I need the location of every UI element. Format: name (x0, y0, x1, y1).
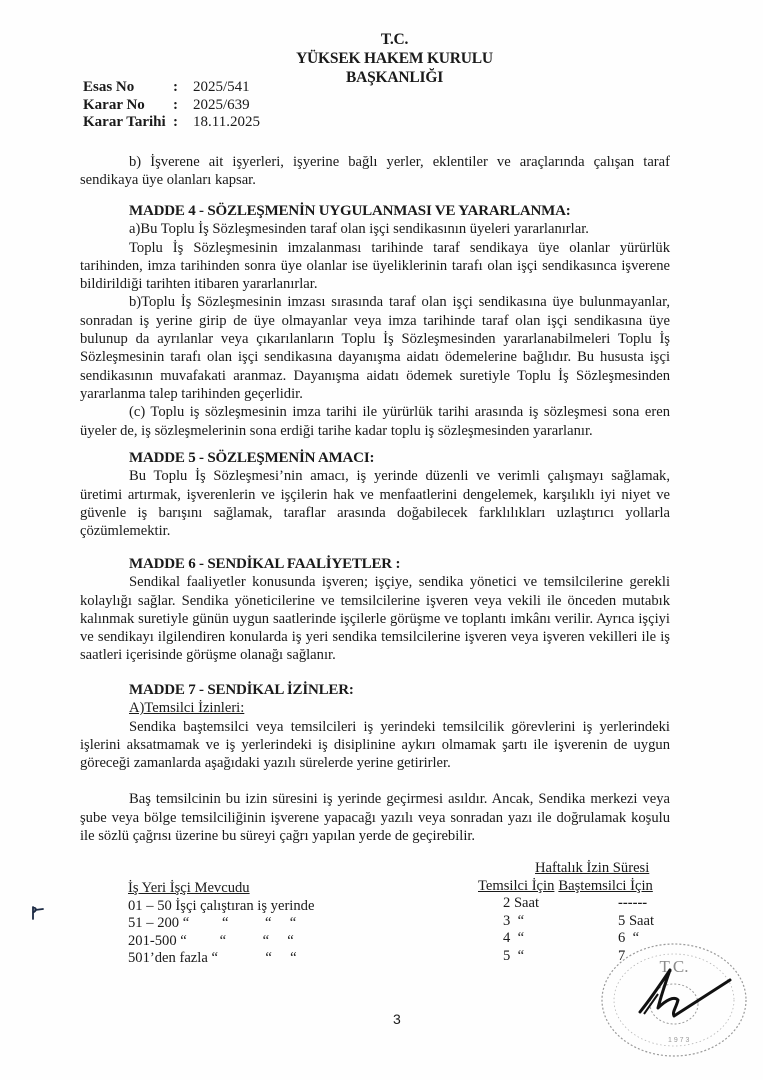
madde-7-heading: MADDE 7 - SENDİKAL İZİNLER: (129, 682, 354, 698)
intro-section (80, 153, 670, 190)
meta-colon: : (173, 96, 178, 113)
meta-value: 2025/639 (193, 96, 250, 113)
workplace-row: 51 – 200 “ “ “ “ (128, 915, 297, 931)
page-number: 3 (393, 1011, 401, 1027)
duration-column-headers (478, 878, 698, 896)
madde-4-paragraph-a: a)Bu Toplu İş Sözleşmesinden taraf olan işçi sendikasının üyeleri yararlanırlar. (129, 221, 589, 238)
workplace-row: 01 – 50 İşçi çalıştıran iş yerinde (128, 897, 315, 914)
temsilci-hours: 2 Saat (503, 895, 540, 911)
duration-row (478, 913, 698, 931)
svg-text:1 9 7 3: 1 9 7 3 (668, 1037, 690, 1044)
meta-row-karar-no (83, 97, 260, 115)
handwritten-margin-mark-icon (30, 905, 46, 926)
bastemsilci-hours: ------ (618, 895, 648, 911)
madde-5-section (80, 449, 670, 540)
meta-row-esas-no (83, 79, 260, 97)
bastemsilci-hours: 6 “ (618, 930, 640, 946)
workplace-row: 501’den fazla “ “ “ (128, 950, 297, 966)
madde-6-paragraph: Sendikal faaliyetler konusunda işveren; işçiye, sendika yönetici ve temsilcilerine gerekli kolaylığı sağlar. Sendika yöneticilerine ve temsilcilerine işveren veya vekili ile önceden mutabık kalınmak suretiyle günün uygun saatlerinde işçilerle görüşme ve toplantı imkânı verilir. Ayrıca işçiyi ve sendikayı ilgilendiren konularda iş yeri sendika temsilcilerine işveren veya işveren vekilleri ile iş saatleri içerisinde görüşme olanağı sağlanır. (80, 574, 670, 664)
case-metadata (83, 79, 260, 132)
workplace-header: İş Yeri İşçi Mevcudu (128, 880, 250, 896)
madde-5-paragraph: Bu Toplu İş Sözleşmesi’nin amacı, iş yerinde düzenli ve verimli çalışmayı sağlamak, üretimi artırmak, işverenlerin ve işçilerin hak ve menfaatlerini dengelemek, karşılıklı iyi niyet ve güvenle iş barışını sağlamak, taraflar arasında doğabilecek farklılıkları uzlaştırıcı yollarla çözümlemektir. (80, 468, 670, 540)
leave-table-workplace-column (128, 880, 314, 968)
header-institution: YÜKSEK HAKEM KURULU (296, 50, 493, 67)
temsilci-hours: 4 “ (503, 930, 525, 946)
madde-7-section (80, 681, 670, 845)
meta-label: Esas No (83, 79, 135, 95)
meta-value: 2025/541 (193, 79, 250, 95)
meta-value: 18.11.2025 (193, 114, 260, 130)
madde-4-paragraph-effective: Toplu İş Sözleşmesinin imzalanması tarihinde taraf sendikaya üye olanlar yürürlük tarihinden, imza tarihinden sonra üye olanlar ise üyeliklerinin tarafı olan işçi sendikasınca işverene bildirildiği tarihten itibaren yararlanırlar. (80, 239, 670, 293)
madde-7-paragraph-1: Sendika baştemsilci veya temsilcileri iş yerindeki temsilcilik görevlerini iş yerlerindeki işlerini aksatmamak ve iş yerlerindeki iş disiplinine aykırı olmamak şartı ile işverenin de uygun göreceği zamanlarda aşağıdaki yazılı sürelerde yerine getirirler. (80, 718, 670, 772)
weekly-leave-title: Haftalık İzin Süresi (535, 860, 650, 876)
workplace-row: 201-500 “ “ “ “ (128, 932, 294, 949)
madde-7-subheading (80, 699, 670, 717)
madde-4-paragraph-c: (c) Toplu iş sözleşmesinin imza tarihi ile yürürlük tarihi arasında iş sözleşmesi sona eren üyeler de, iş sözleşmelerinin sona erdiği tarihe kadar toplu iş sözleşmesinden yararlanır. (80, 404, 670, 439)
temsilci-hours: 5 “ (503, 947, 525, 964)
meta-colon: : (173, 114, 178, 130)
meta-label: Karar No (83, 96, 145, 113)
madde-4-heading: MADDE 4 - SÖZLEŞMENİN UYGULANMASI VE YARARLANMA: (129, 203, 571, 219)
temsilci-hours: 3 “ (503, 912, 525, 929)
header-presidency: BAŞKANLIĞI (345, 69, 444, 86)
col-bastemsilci-header: Baştemsilci İçin (558, 877, 653, 894)
madde-5-heading: MADDE 5 - SÖZLEŞMENİN AMACI: (129, 450, 375, 466)
col-temsilci-header: Temsilci İçin (478, 877, 555, 894)
meta-colon: : (173, 79, 178, 95)
temsilci-izinleri-label: A)Temsilci İzinleri: (129, 700, 245, 717)
duration-row (478, 895, 698, 913)
meta-row-karar-tarihi (83, 114, 260, 132)
official-stamp-icon (582, 942, 752, 1077)
svg-text:T.C.: T.C. (659, 957, 689, 976)
madde-7-paragraph-2: Baş temsilcinin bu izin süresini iş yerinde geçirmesi asıldır. Ancak, Sendika merkezi veya şube veya bölge temsilciliğinin işverene yapacağı yazılı veya sonradan yazı ile doğrulamak koşulu ile sözlü çağrısı üzerine bu süreyi çağrı yapılan yerde de geçirebilir. (80, 791, 670, 845)
madde-6-heading: MADDE 6 - SENDİKAL FAALİYETLER : (129, 556, 401, 572)
bastemsilci-hours: 5 Saat (618, 912, 655, 929)
intro-paragraph-b: b) İşverene ait işyerleri, işyerine bağlı yerler, eklentiler ve araçlarında çalışan taraf sendikaya üye olanları kapsar. (80, 154, 670, 189)
header-tc: T.C. (380, 31, 409, 48)
madde-4-section (80, 202, 670, 440)
bastemsilci-hours: 7 (618, 947, 626, 964)
madde-4-paragraph-b: b)Toplu İş Sözleşmesinin imzası sırasında taraf olan işçi sendikasına üye bulunmayanlar, sonradan iş yerine girip de üye olmayanlar veya imza tarihinde taraf olan işçi sendikasına üye bulunup da ayrılanlar veya çıkarılanların Toplu İş Sözleşmesinden yararlanabilmeleri Toplu İş Sözleşmesinin tarafı olan işçi sendikasına dayanışma aidatı ödemelerine bağlıdır. Bu hususta işçi sendikasının muvafakati aranmaz. Dayanışma aidatı ödemek suretiyle Toplu İş Sözleşmesinden yararlanma talep tarihinden geçerlidir. (80, 294, 670, 402)
madde-6-section (80, 555, 670, 665)
meta-label: Karar Tarihi (83, 114, 166, 130)
